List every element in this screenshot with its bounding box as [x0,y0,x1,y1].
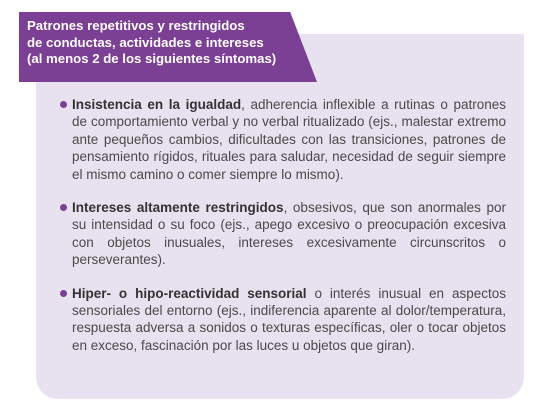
header-line-3: (al menos 2 de los siguientes síntomas) [27,51,277,66]
list-item [60,285,506,355]
symptom-list [60,96,506,370]
list-item [60,96,506,183]
header-title [27,18,327,68]
bullet-icon [60,101,67,108]
bullet-icon [60,290,67,297]
item-text: o interés inusual en aspectos sensoriales del entorno (ejs., indiferencia aparente al dolor/temperatura, respuesta adversa a sonidos o texturas específicas, oler o tocar objetos en exceso, fascinación por las luces u objetos que giran). [72,285,506,353]
item-text: , obsesivos, que son anormales por su intensidad o su foco (ejs., apego excesivo o preocupación excesiva con objetos inusuales, intereses excesivamente circunscritos o perseverantes). [72,200,507,268]
item-term: Intereses altamente restringidos [72,200,284,216]
header-line-2: de conductas, actividades e intereses [27,34,264,50]
item-term: Hiper- o hipo-reactividad sensorial [72,285,307,301]
list-item [60,199,506,269]
bullet-icon [60,204,67,211]
header-line-1: Patrones repetitivos y restringidos [27,18,245,33]
item-term: Insistencia en la igualdad [72,97,242,112]
item-text: , adherencia inflexible a rutinas o patrones de comportamiento verbal y no verbal ritualizado (ejs., malestar extremo ante pequeños cambios, dificultades con las transiciones, patrones de pensamiento rígidos, rituales para saludar, necesidad de seguir siempre el mismo camino o comer siempre lo mismo). [72,97,506,182]
